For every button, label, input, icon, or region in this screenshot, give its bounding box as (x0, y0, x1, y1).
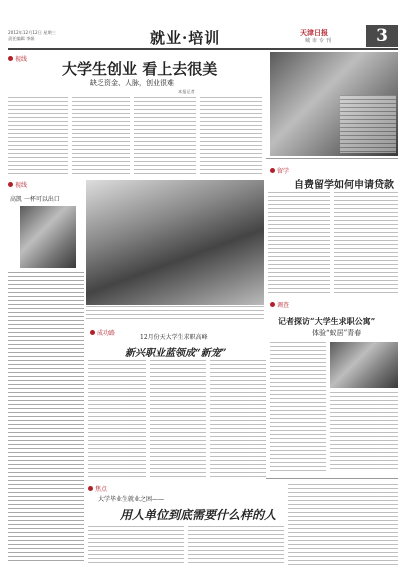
top-photo-caption (340, 95, 396, 153)
visit-text-2 (330, 392, 398, 472)
bottom-col3 (288, 484, 398, 566)
bottom-kicker: 大学毕业生就业之困—— (98, 496, 165, 503)
lead-byline: 本报记者 (178, 89, 195, 94)
tag-label: 焦点 (95, 486, 108, 493)
tag-label: 成功路 (97, 330, 116, 337)
bullet-icon (8, 182, 13, 187)
loan-col2 (334, 192, 398, 296)
page-number: 3 (366, 25, 398, 47)
lead-col4 (200, 97, 262, 175)
portrait-photo (20, 206, 76, 268)
bottom-col1 (88, 526, 184, 566)
job-col1 (88, 360, 146, 478)
visit-headline: 记者探访“大学生求职公寓” (278, 316, 376, 326)
tag-investigation (270, 300, 289, 309)
editor-line: 责任编辑 李娟 (8, 36, 35, 41)
tag-label: 留学 (277, 168, 290, 175)
visit-subheadline: 体验“蚁居”青春 (312, 329, 362, 337)
lead-col1 (8, 97, 68, 175)
bullet-icon (8, 56, 13, 61)
rule (266, 158, 398, 159)
handwritten-title: 高凯 一杯可以出口 (10, 196, 60, 203)
left-column-text (8, 272, 84, 562)
tag-label: 视线 (15, 56, 28, 63)
tag-focus (88, 484, 107, 493)
job-headline: 新兴职业蓝领成“新宠” (125, 348, 227, 359)
bullet-icon (90, 330, 95, 335)
bullet-icon (88, 486, 93, 491)
tag-label: 调查 (277, 302, 290, 309)
lead-headline: 大学生创业 看上去很美 (62, 60, 218, 78)
visit-text (270, 342, 326, 472)
center-photo (86, 180, 264, 305)
center-photo-caption (86, 306, 264, 322)
loan-col1 (268, 192, 330, 296)
rule (266, 478, 398, 479)
tag-vision (8, 54, 27, 63)
tag-label: 视线 (15, 182, 28, 189)
lead-col3 (134, 97, 196, 175)
date-line: 2012年12月12日 星期三 (8, 30, 56, 35)
masthead-rule (8, 48, 398, 50)
visit-photo (330, 342, 398, 388)
lead-col2 (72, 97, 130, 175)
job-col3 (210, 360, 266, 478)
job-kicker: 12月份天大学生求职高峰 (140, 334, 208, 341)
paper-name: 天津日报 (300, 28, 328, 37)
tag-vision-2 (8, 180, 27, 189)
tag-study-abroad (270, 166, 289, 175)
bottom-headline: 用人单位到底需要什么样的人 (120, 508, 277, 522)
paper-sub: 城市专刊 (305, 38, 334, 44)
lead-subheadline: 缺乏资金、人脉，创业很难 (90, 79, 174, 87)
section-title: 就业·培训 (150, 29, 221, 47)
bullet-icon (270, 302, 275, 307)
job-col2 (150, 360, 206, 478)
bottom-col2 (188, 526, 284, 566)
tag-success (90, 328, 115, 337)
bullet-icon (270, 168, 275, 173)
loan-headline: 自费留学如何申请贷款 (294, 180, 394, 191)
